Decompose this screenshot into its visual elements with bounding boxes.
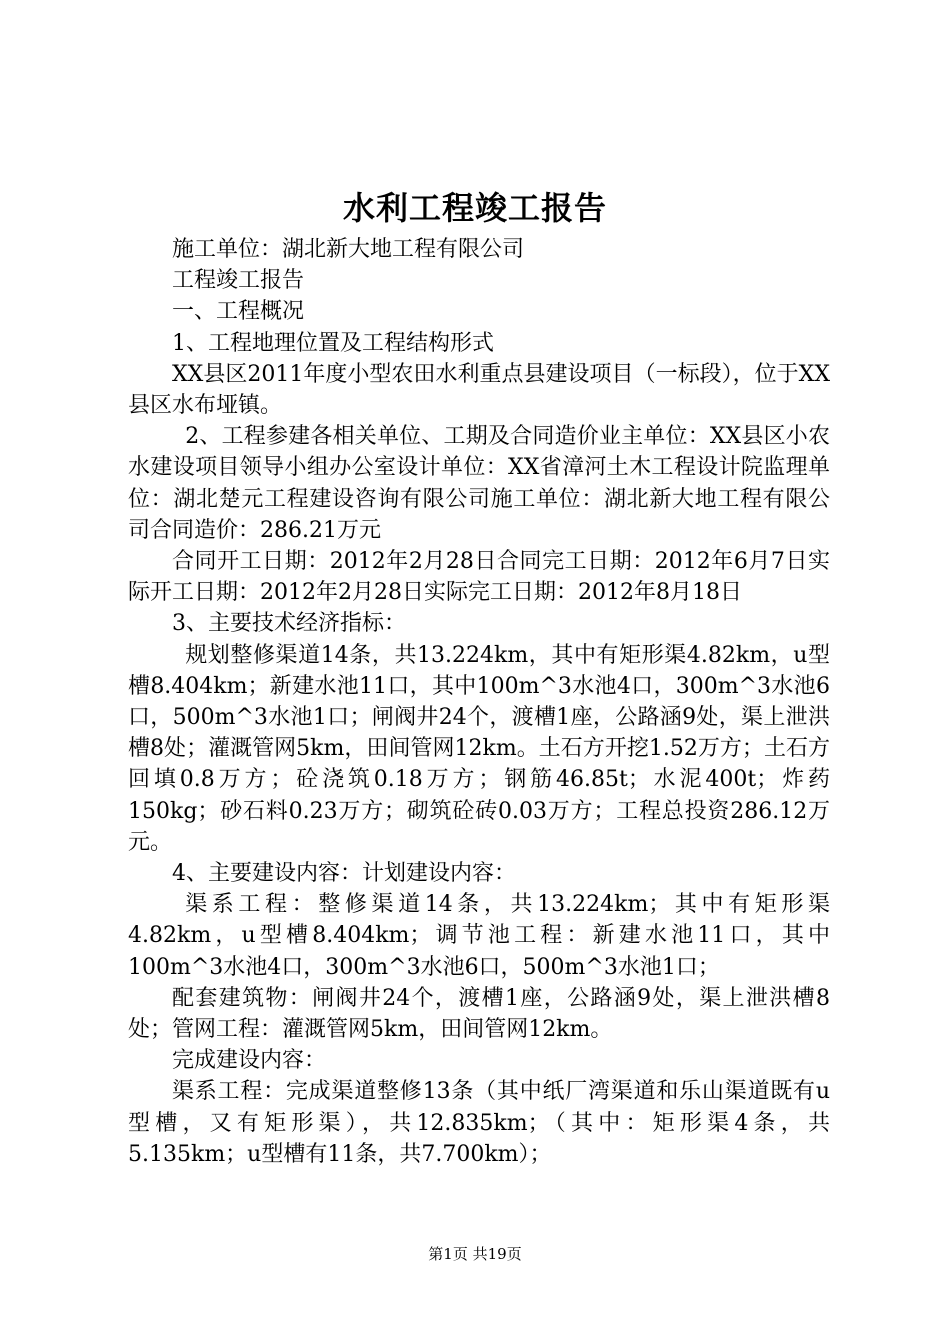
paragraph-location: XX县区2011年度小型农田水利重点县建设项目（一标段），位于XX县区水布垭镇。 [128,361,830,419]
document-title: 水利工程竣工报告 [342,189,607,227]
document-body [128,234,830,1170]
paragraph-location-heading: 1、工程地理位置及工程结构形式 [172,330,494,356]
paragraph-schedule: 合同开工日期：2012年2月28日合同完工日期：2012年6月7日实际开工日期：2012年2月28日实际完工日期：2012年8月18日 [128,549,830,606]
section-heading-overview: 一、工程概况 [172,299,305,325]
paragraph-supporting-structures: 配套建筑物：闸阀井24个，渡槽1座，公路涵9处，渠上泄洪槽8处；管网工程：灌溉管网5km，田间管网12km。 [128,985,830,1043]
paragraph-completed-heading: 完成建设内容： [172,1048,327,1074]
paragraph-construction-content-heading: 4、主要建设内容：计划建设内容： [172,861,516,887]
paragraph-report-heading: 工程竣工报告 [172,268,305,294]
paragraph-construction-unit: 施工单位：湖北新大地工程有限公司 [172,237,525,262]
paragraph-indicators-heading: 3、主要技术经济指标： [172,611,406,637]
paragraph-indicators: 规划整修渠道14条，共13.224km，其中有矩形渠4.82km，u型槽8.404km；新建水池11口，其中100m^3水池4口，300m^3水池6口，500m^3水池1口；闸阀井24个，渡槽1座，公路涵9处，渠上泄洪槽8处；灌溉管网5km，田间管网12km。土石方开挖1.52万方；土石方回填0.8万方；砼浇筑0.18万方；钢筋46.85t；水泥400t；炸药150kg；砂石料0.23万方；砌筑砼砖0.03万方；工程总投资286.12万元。 [128,642,830,855]
paragraph-canal-plan: 渠系工程：整修渠道14条，共13.224km；其中有矩形渠4.82km，u型槽8.404km；调节池工程：新建水池11口，其中100m^3水池4口，300m^3水池6口，500m^3水池1口； [128,892,830,980]
paragraph-canal-completed: 渠系工程：完成渠道整修13条（其中纸厂湾渠道和乐山渠道既有u型槽，又有矩形渠），共12.835km；（其中：矩形渠4条，共5.135km；u型槽有11条，共7.700km）； [128,1079,830,1167]
page-footer: 第1页 共19页 [428,1245,522,1263]
paragraph-participating-units: 2、工程参建各相关单位、工期及合同造价业主单位：XX县区小农水建设项目领导小组办公室设计单位：XX省漳河土木工程设计院监理单位：湖北楚元工程建设咨询有限公司施工单位：湖北新大地工程有限公司合同造价：286.21万元 [128,424,830,543]
